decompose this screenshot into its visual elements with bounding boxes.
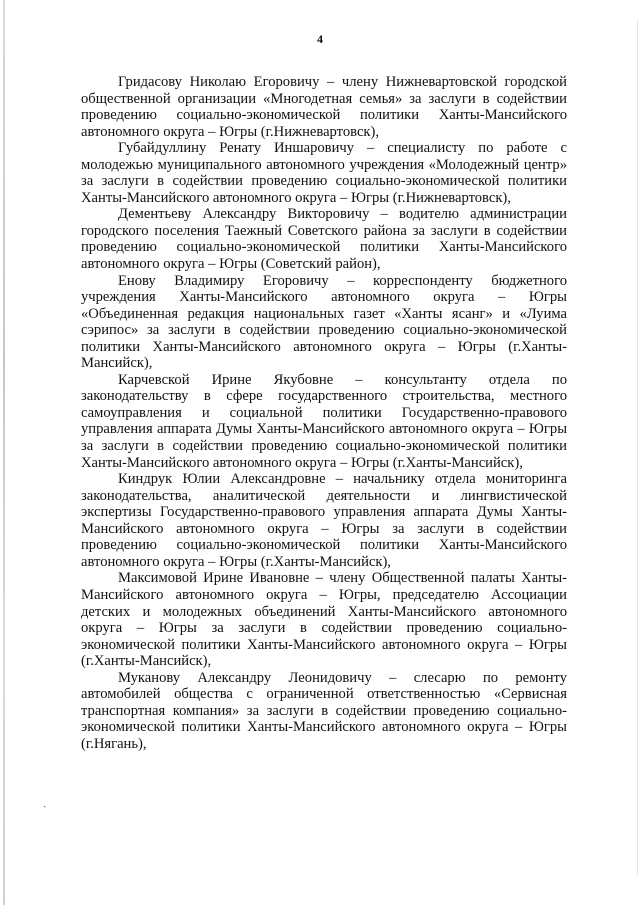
award-paragraph: Енову Владимиру Егоровичу – корреспонденту бюджетного учреждения Ханты-Мансийского автономного округа – Югры «Объединенная редакция национальных газет «Ханты ясанг» и «Луима сэрипос» за заслуги в содействии проведению социально-экономической политики Ханты-Мансийского автономного округа – Югры (г.Ханты-Мансийск), (81, 272, 567, 372)
page-number: 4 (317, 32, 323, 46)
scan-artifact-mark: ˏ (43, 797, 47, 808)
award-paragraph: Карчевской Ирине Якубовне – консультанту отдела по законодательству в сфере государственного строительства, местного самоуправления и социальной политики Государственно-правового управления аппарата Думы Ханты-Мансийского автономного округа – Югры за заслуги в содействии проведению социально-экономической политики Ханты-Мансийского автономного округа – Югры (г.Ханты-Мансийск), (81, 371, 567, 471)
award-paragraph: Гридасову Николаю Егоровичу – члену Нижневартовской городской общественной организации «Многодетная семья» за заслуги в содействии проведению социально-экономической политики Ханты-Мансийского автономного округа – Югры (г.Нижневартовск), (81, 74, 567, 140)
award-list (81, 74, 567, 752)
scan-edge-right (637, 20, 638, 875)
award-paragraph: Дементьеву Александру Викторовичу – водителю администрации городского поселения Таежный Советского района за заслуги в содействии проведению социально-экономической политики Ханты-Мансийского автономного округа – Югры (Советский район), (81, 206, 567, 273)
award-paragraph: Муканову Александру Леонидовичу – слесарю по ремонту автомобилей общества с ограниченной ответственностью «Сервисная транспортная компания» за заслуги в содействии проведению социально-экономической политики Ханты-Мансийского автономного округа – Югры (г.Нягань), (81, 669, 567, 752)
scan-edge-left (3, 0, 5, 905)
award-paragraph: Губайдуллину Ренату Иншаровичу – специалисту по работе с молодежью муниципального автономного учреждения «Молодежный центр» за заслуги в содействии проведению социально-экономической политики Ханты-Мансийского автономного округа – Югры (г.Нижневартовск), (81, 140, 567, 206)
award-paragraph: Киндрук Юлии Александровне – начальнику отдела мониторинга законодательства, аналитической деятельности и лингвистической экспертизы Государственно-правового управления аппарата Думы Ханты-Мансийского автономного округа – Югры за заслуги в содействии проведению социально-экономической политики Ханты-Мансийского автономного округа – Югры (г.Ханты-Мансийск), (81, 471, 567, 570)
award-paragraph: Максимовой Ирине Ивановне – члену Общественной палаты Ханты-Мансийского автономного округа – Югры, председателю Ассоциации детских и молодежных объединений Ханты-Мансийского автономного округа – Югры за заслуги в содействии проведению социально-экономической политики Ханты-Мансийского автономного округа – Югры (г.Ханты-Мансийск), (81, 570, 567, 670)
